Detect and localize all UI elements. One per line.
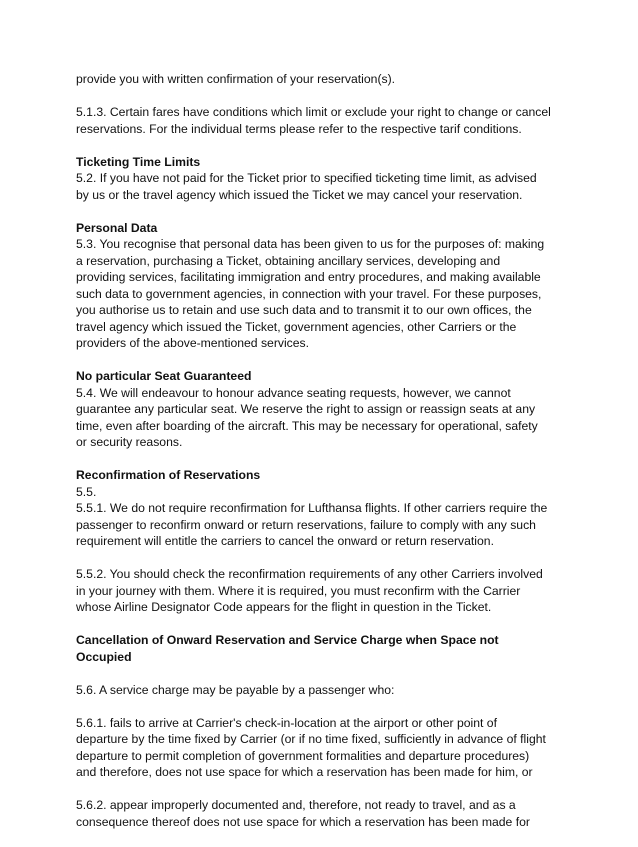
section-heading: Reconfirmation of Reservations [76, 468, 261, 482]
text-line: 5.5.1. We do not require reconfirmation for Lufthansa flights. If other carriers require the [76, 501, 548, 515]
section-personal-data [76, 220, 576, 352]
text-line: 5.1.3. Certain fares have conditions which limit or exclude your right to change or cancel [76, 105, 551, 119]
text-line: providers of the above-mentioned services. [76, 336, 310, 350]
paragraph-5-6 [76, 682, 576, 699]
paragraph-5-1-3 [76, 104, 576, 137]
text-line: you authorise us to retain and use such data and to transmit it to our own offices, the [76, 303, 532, 317]
text-line: a reservation, purchasing a Ticket, obtaining ancillary services, developing and [76, 253, 501, 268]
section-no-seat-guaranteed [76, 368, 576, 451]
text-line: 5.3. You recognise that personal data has been given to us for the purposes of: making [76, 237, 545, 251]
section-ticketing-time-limits [76, 154, 576, 204]
paragraph-intro [76, 71, 576, 88]
text-line: time, even after boarding of the aircraft. This may be necessary for operational, safety [76, 418, 538, 433]
text-line: providing services, facilitating immigration and entry procedures, and making available [76, 270, 541, 284]
text-line: in your journey with them. Where it is required, you must reconfirm with the Carrier [76, 583, 521, 598]
text-line: passenger to reconfirm onward or return reservations, failure to comply with any such [76, 517, 536, 532]
text-line: whose Airline Designator Code appears for the flight in question in the Ticket. [76, 600, 492, 614]
document-page [76, 71, 576, 847]
text-line: 5.4. We will endeavour to honour advance seating requests, however, we cannot [76, 385, 511, 400]
text-line: provide you with written confirmation of your reservation(s). [76, 72, 396, 86]
section-reconfirmation [76, 467, 576, 550]
text-line: departure to permit completion of government formalities and departure procedures) [76, 748, 530, 763]
text-line: 5.5.2. You should check the reconfirmation requirements of any other Carriers involved [76, 567, 543, 581]
text-line: 5.6. A service charge may be payable by a passenger who: [76, 682, 395, 697]
section-heading: Ticketing Time Limits [76, 154, 201, 169]
paragraph-5-5-2 [76, 566, 576, 616]
section-heading: Personal Data [76, 220, 158, 235]
text-line: 5.5. [76, 484, 97, 499]
text-line: 5.6.1. fails to arrive at Carrier's check-in-location at the airport or other point of [76, 715, 497, 730]
section-heading: Occupied [76, 649, 132, 664]
text-line: guarantee any particular seat. We reserve the right to assign or reassign seats at any [76, 402, 536, 416]
text-line: 5.6.2. appear improperly documented and, therefore, not ready to travel, and as a [76, 798, 516, 812]
section-cancellation-heading [76, 632, 576, 665]
text-line: requirement will entitle the carriers to cancel the onward or return reservation. [76, 534, 494, 548]
text-line: by us or the travel agency which issued the Ticket we may cancel your reservation. [76, 187, 523, 202]
paragraph-5-6-2 [76, 797, 576, 830]
text-line: travel agency which issued the Ticket, government agencies, other Carriers or the [76, 319, 517, 334]
text-line: such data to government agencies, in connection with your travel. For these purposes, [76, 286, 542, 301]
text-line: or security reasons. [76, 435, 183, 449]
text-line: reservations. For the individual terms please refer to the respective tarif conditions. [76, 121, 522, 136]
section-heading: Cancellation of Onward Reservation and Service Charge when Space not [76, 633, 499, 647]
paragraph-5-6-1 [76, 715, 576, 781]
text-line: departure by the time fixed by Carrier (or if no time fixed, sufficiently in advance of flight [76, 732, 546, 746]
text-line: 5.2. If you have not paid for the Ticket prior to specified ticketing time limit, as advised [76, 171, 537, 185]
section-heading: No particular Seat Guaranteed [76, 369, 252, 383]
text-line: consequence thereof does not use space for which a reservation has been made for [76, 814, 530, 829]
text-line: and therefore, does not use space for which a reservation has been made for him, or [76, 765, 533, 779]
